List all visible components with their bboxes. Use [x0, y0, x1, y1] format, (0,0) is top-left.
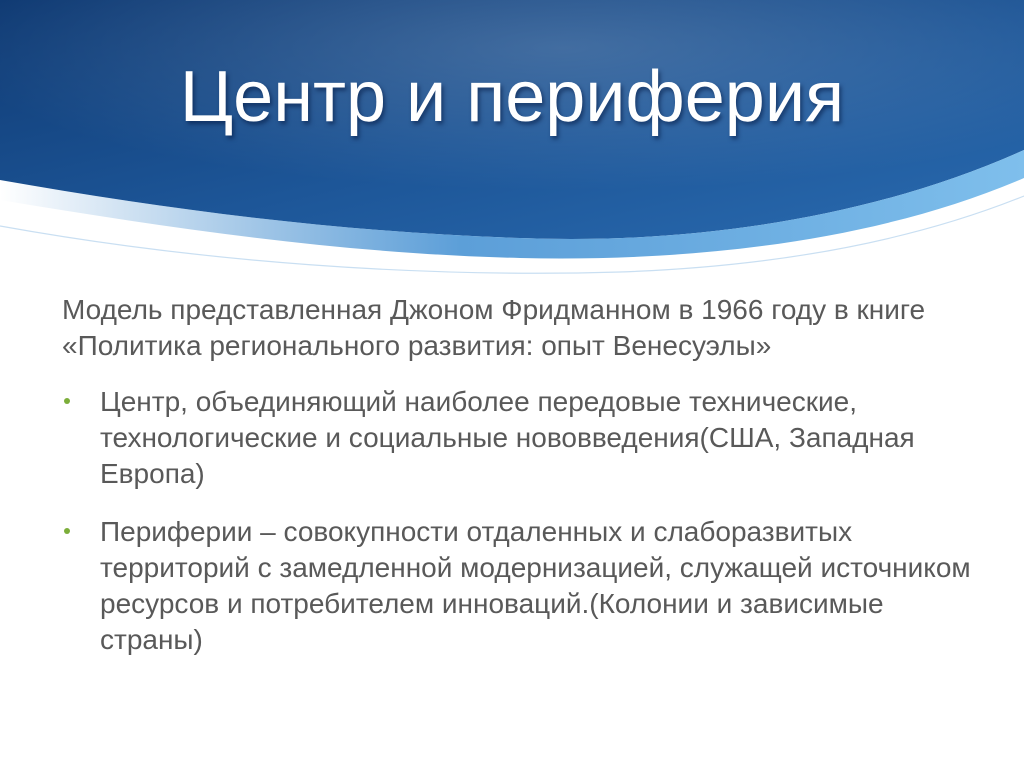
bullet-dot-icon: [64, 398, 70, 404]
bullet-list: [62, 384, 972, 658]
bullet-dot-icon: [64, 528, 70, 534]
list-item: [62, 514, 972, 658]
bullet-text: Центр, объединяющий наиболее передовые технические, технологические и социальные нововведения(США, Западная Европа): [100, 386, 915, 489]
slide-content: [62, 292, 972, 680]
bullet-text: Периферии – совокупности отдаленных и слаборазвитых территорий с замедленной модернизацией, служащей источником ресурсов и потребителем инноваций.(Колонии и зависимые страны): [100, 516, 971, 655]
header-wave-background: [0, 0, 1024, 300]
list-item: [62, 384, 972, 492]
slide-title: Центр и периферия: [179, 57, 845, 137]
intro-paragraph: Модель представленная Джоном Фридманном в 1966 году в книге «Политика регионального развития: опыт Венесуэлы»: [62, 294, 926, 361]
